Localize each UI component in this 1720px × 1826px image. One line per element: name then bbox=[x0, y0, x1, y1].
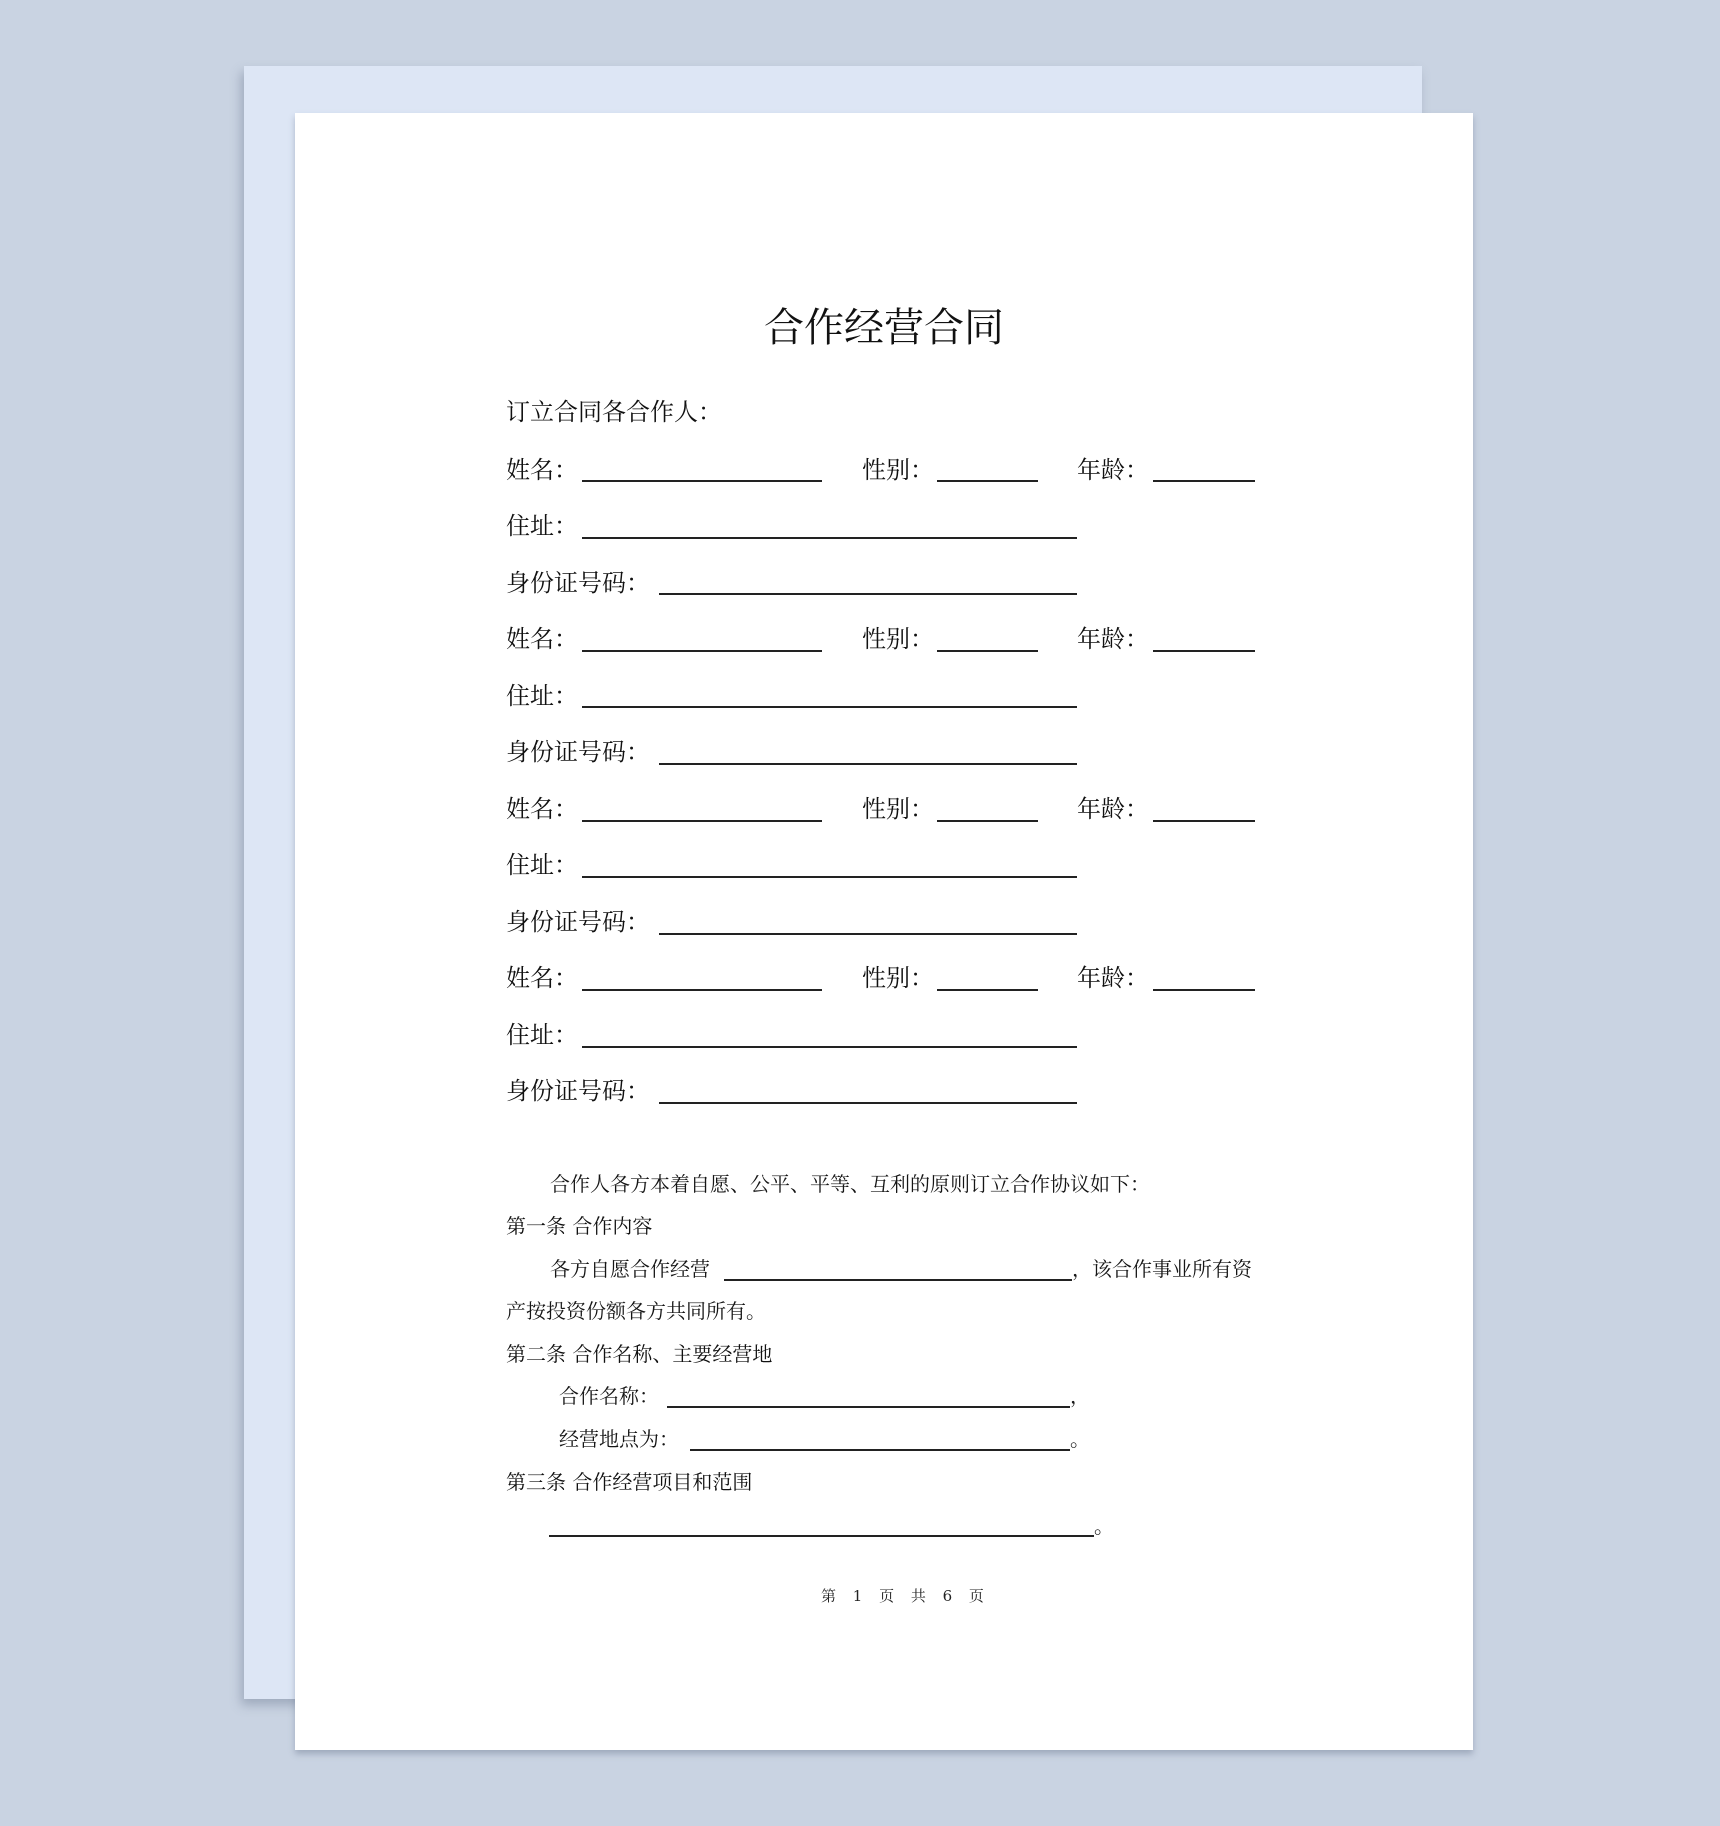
document-title: 合作经营合同 bbox=[764, 305, 1004, 351]
business-place-label: 经营地点为： bbox=[559, 1427, 679, 1451]
address-label: 住址： bbox=[506, 851, 578, 879]
name-label: 姓名： bbox=[506, 456, 578, 484]
page-number-footer: 第 1 页 共 6 页 bbox=[821, 1587, 990, 1605]
article-2-heading: 第二条 合作名称、主要经营地 bbox=[506, 1342, 773, 1366]
age-field[interactable] bbox=[1153, 650, 1255, 652]
id-number-field[interactable] bbox=[659, 593, 1077, 595]
id-number-label: 身份证号码： bbox=[506, 738, 650, 766]
address-label: 住址： bbox=[506, 1021, 578, 1049]
id-number-field[interactable] bbox=[659, 763, 1077, 765]
gender-label: 性别： bbox=[862, 795, 934, 823]
name-field[interactable] bbox=[582, 820, 822, 822]
id-number-label: 身份证号码： bbox=[506, 569, 650, 597]
article-1-line2: 产按投资份额各方共同所有。 bbox=[506, 1299, 766, 1323]
age-field[interactable] bbox=[1153, 480, 1255, 482]
id-number-field[interactable] bbox=[659, 933, 1077, 935]
partnership-name-suffix: ， bbox=[1070, 1384, 1090, 1408]
business-scope-field[interactable] bbox=[549, 1535, 1094, 1537]
gender-label: 性别： bbox=[862, 964, 934, 992]
address-label: 住址： bbox=[506, 682, 578, 710]
name-label: 姓名： bbox=[506, 964, 578, 992]
age-label: 年龄： bbox=[1077, 964, 1149, 992]
name-field[interactable] bbox=[582, 650, 822, 652]
document-page bbox=[295, 113, 1473, 1750]
partnership-name-field[interactable] bbox=[667, 1406, 1070, 1408]
age-label: 年龄： bbox=[1077, 625, 1149, 653]
address-field[interactable] bbox=[582, 876, 1077, 878]
business-place-suffix: 。 bbox=[1070, 1427, 1090, 1451]
business-scope-suffix: 。 bbox=[1094, 1514, 1114, 1538]
address-field[interactable] bbox=[582, 706, 1077, 708]
age-field[interactable] bbox=[1153, 820, 1255, 822]
id-number-field[interactable] bbox=[659, 1102, 1077, 1104]
gender-label: 性别： bbox=[862, 625, 934, 653]
article-1-line1-suffix: ，该合作事业所有资 bbox=[1072, 1257, 1252, 1281]
id-number-label: 身份证号码： bbox=[506, 908, 650, 936]
address-field[interactable] bbox=[582, 537, 1077, 539]
name-field[interactable] bbox=[582, 480, 822, 482]
intro-label: 订立合同各合作人： bbox=[506, 398, 722, 426]
partnership-name-label: 合作名称： bbox=[559, 1384, 659, 1408]
business-place-field[interactable] bbox=[690, 1449, 1070, 1451]
address-field[interactable] bbox=[582, 1046, 1077, 1048]
article-1-line1-prefix: 各方自愿合作经营 bbox=[550, 1257, 710, 1281]
gender-field[interactable] bbox=[937, 820, 1038, 822]
name-label: 姓名： bbox=[506, 625, 578, 653]
name-field[interactable] bbox=[582, 989, 822, 991]
id-number-label: 身份证号码： bbox=[506, 1077, 650, 1105]
age-field[interactable] bbox=[1153, 989, 1255, 991]
name-label: 姓名： bbox=[506, 795, 578, 823]
gender-field[interactable] bbox=[937, 650, 1038, 652]
article-1-heading: 第一条 合作内容 bbox=[506, 1214, 653, 1238]
gender-field[interactable] bbox=[937, 989, 1038, 991]
address-label: 住址： bbox=[506, 512, 578, 540]
article-3-heading: 第三条 合作经营项目和范围 bbox=[506, 1470, 753, 1494]
gender-label: 性别： bbox=[862, 456, 934, 484]
preamble-paragraph: 合作人各方本着自愿、公平、平等、互利的原则订立合作协议如下： bbox=[550, 1172, 1150, 1196]
age-label: 年龄： bbox=[1077, 795, 1149, 823]
age-label: 年龄： bbox=[1077, 456, 1149, 484]
gender-field[interactable] bbox=[937, 480, 1038, 482]
business-field[interactable] bbox=[724, 1279, 1072, 1281]
